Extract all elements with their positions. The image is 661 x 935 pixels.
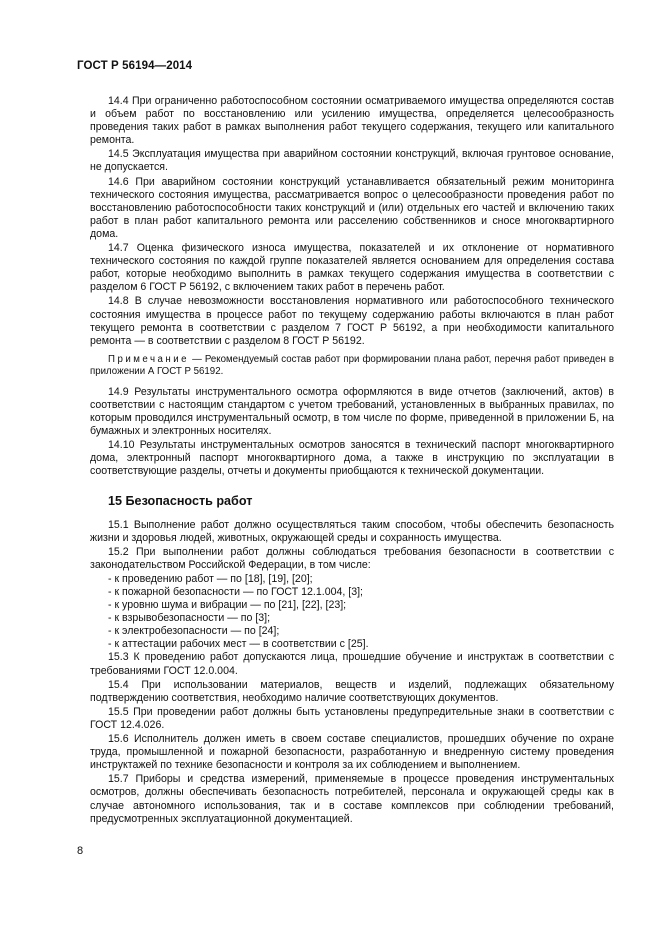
paragraph-15-6: 15.6 Исполнитель должен иметь в своем составе специалистов, прошедших обучение по охране труда, промышленной и пожарной безопасности, разработанную и внедренную систему проведения инструктажей по технике безопасности и контроля за их соблюдением и выполнением. bbox=[90, 733, 614, 772]
page-number: 8 bbox=[77, 845, 84, 857]
paragraph-14-9: 14.9 Результаты инструментального осмотра оформляются в виде отчетов (заключений, актов) в соответствии с настоящим стандартом с учетом требований, установленных в выбранных правилах, по которым проводился инструментальный осмотр, в том числе по форме, приведенной в приложении Б, на бумажных и электронных носителях. bbox=[90, 385, 614, 438]
list-item: - к уровню шума и вибрации — по [21], [22], [23]; bbox=[108, 599, 347, 612]
paragraph-15-2: 15.2 При выполнении работ должны соблюдаться требования безопасности в соответствии с законодательством Российской Федерации, в том числе: bbox=[90, 545, 614, 571]
paragraph-15-4: 15.4 При использовании материалов, веществ и изделий, подлежащих обязательному подтверждению соответствия, необходимо наличие соответствующих документов. bbox=[90, 678, 614, 704]
document-header: ГОСТ Р 56194—2014 bbox=[77, 60, 193, 72]
list-item: - к взрывобезопасности — по [3]; bbox=[108, 612, 271, 625]
list-item: - к электробезопасности — по [24]; bbox=[108, 625, 280, 638]
paragraph-14-7: 14.7 Оценка физического износа имущества, показателей и их отклонение от нормативного технического состояния по каждой группе показателей является основанием для определения состава работ, которые необходимо выполнить в рамках текущего содержания имущества в соответствии с разделом 6 ГОСТ Р 56192, с включением таких работ в перечень работ. bbox=[90, 242, 614, 294]
list-item: - к проведению работ — по [18], [19], [20]; bbox=[108, 572, 313, 585]
list-item: - к пожарной безопасности — по ГОСТ 12.1.004, [3]; bbox=[108, 586, 363, 598]
note-text: — Рекомендуемый состав работ при формировании плана работ, перечня работ приведен в приложении А ГОСТ Р 56192. bbox=[90, 353, 614, 378]
paragraph-14-6: 14.6 При аварийном состоянии конструкций устанавливается обязательный режим мониторинга технического состояния имущества, рассматривается вопрос о целесообразности проведения работ по восстановлению работоспособности таких конструкций и (или) отдельных его частей и включению таких работ в план работ капитального ремонта или расселению собственников и сносе многоквартирного дома. bbox=[90, 175, 614, 240]
document-body bbox=[90, 95, 614, 827]
paragraph-15-5: 15.5 При проведении работ должны быть установлены предупредительные знаки в соответствии с ГОСТ 12.4.026. bbox=[90, 705, 614, 731]
note bbox=[90, 354, 614, 379]
paragraph-15-3: 15.3 К проведению работ допускаются лица, прошедшие обучение и инструктаж в соответствии с требованиями ГОСТ 12.0.004. bbox=[90, 651, 614, 677]
paragraph-14-5: 14.5 Эксплуатация имущества при аварийном состоянии конструкций, включая грунтовое основание, не допускается. bbox=[90, 148, 614, 174]
paragraph-14-10: 14.10 Результаты инструментальных осмотров заносятся в технический паспорт многоквартирного дома, электронный паспорт многоквартирного дома, а также в инструкцию по эксплуатации в соответствующие разделы, отчеты и документы приобщаются к технической документации. bbox=[90, 439, 614, 478]
note-label: Примечание bbox=[108, 353, 190, 365]
list-item: - к аттестации рабочих мест — в соответствии с [25]. bbox=[108, 638, 369, 651]
section-heading: 15 Безопасность работ bbox=[108, 494, 253, 509]
paragraph-14-4: 14.4 При ограниченно работоспособном состоянии осматриваемого имущества определяются состав и объем работ по восстановлению или усилению имущества, определяется целесообразность проведения таких работ в рамках выполнения работ текущего содержания, текущего или капитального ремонта. bbox=[90, 95, 614, 147]
paragraph-14-8: 14.8 В случае невозможности восстановления нормативного или работоспособного технического состояния имущества в процессе работ по текущему содержанию работы включаются в план работ текущего ремонта в соответствии с разделом 7 ГОСТ Р 56192, а при необходимости капитального ремонта — в соответствии с разделом 8 ГОСТ Р 56192. bbox=[90, 295, 614, 347]
paragraph-15-1: 15.1 Выполнение работ должно осуществляться таким способом, чтобы обеспечить безопасность жизни и здоровья людей, животных, окружающей среды и сохранность имущества. bbox=[90, 518, 614, 544]
paragraph-15-7: 15.7 Приборы и средства измерений, применяемые в процессе проведения инструментальных осмотров, должны обеспечивать безопасность потребителей, персонала и окружающей среды как в случае автономного использования, так и в составе комплексов при соблюдении требований, предусмотренных эксплуатационной документацией. bbox=[90, 773, 614, 825]
